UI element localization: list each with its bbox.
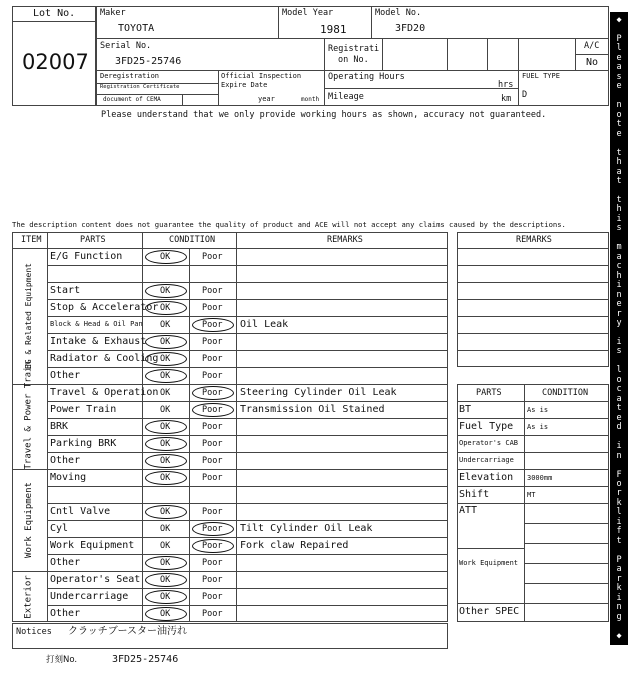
ok-selected-circle — [145, 607, 187, 621]
ok-selected-circle — [145, 250, 187, 264]
poor-selected-circle — [192, 522, 234, 536]
sidebar-char: i — [616, 516, 622, 527]
spec-row-line — [457, 486, 609, 487]
spec-other-line — [457, 603, 524, 604]
sidebar-char: ◆ — [616, 630, 622, 641]
reg-cert-label: Registration Certificate — [100, 84, 180, 90]
group-divider — [12, 384, 448, 385]
sidebar-char: t — [616, 535, 622, 546]
spec-att-subrow — [524, 543, 609, 544]
ok-selected-circle — [145, 284, 187, 298]
sidebar-char: k — [616, 583, 622, 594]
part-label: Cntl Valve — [50, 506, 111, 517]
location-sidebar — [610, 12, 628, 645]
row-line — [47, 520, 448, 521]
poor-option: Poor — [202, 421, 223, 432]
sidebar-char: l — [616, 365, 622, 376]
spec-att-subrow — [524, 563, 609, 564]
ok-selected-circle — [145, 369, 187, 383]
sidebar-char: t — [616, 403, 622, 414]
poor-selected-circle — [192, 403, 234, 417]
sidebar-char: a — [616, 166, 622, 177]
ok-selected-circle — [145, 437, 187, 451]
disclaimer: The description content does not guarantee the quality of product and ACE will not accept any claims caused by the descriptions. — [12, 220, 566, 229]
remark-text: Oil Leak — [240, 319, 289, 330]
spec-part: Operator's CAB — [459, 439, 519, 447]
poor-option: Poor — [202, 591, 223, 602]
ok-option: OK — [160, 523, 171, 534]
spec-part: BT — [459, 404, 472, 415]
poor-option: Poor — [202, 404, 223, 415]
row-line — [47, 401, 448, 402]
sidebar-char: y — [616, 318, 622, 329]
group-label: Travel & Power Train — [23, 360, 34, 469]
ok-selected-circle — [145, 420, 187, 434]
spec-row-line — [457, 452, 609, 453]
poor-option: Poor — [202, 540, 223, 551]
ok-option: OK — [160, 608, 171, 619]
group-label: Exterior — [23, 574, 34, 619]
remark-text: Tilt Cylinder Oil Leak — [240, 523, 373, 534]
model-no-label: Model No. — [375, 8, 422, 18]
sidebar-char: r — [616, 488, 622, 499]
sidebar-char: a — [616, 393, 622, 404]
row-line — [47, 418, 448, 419]
ok-option: OK — [160, 370, 171, 381]
remarks-right-row — [457, 248, 609, 249]
part-label: Other — [50, 608, 81, 619]
sidebar-char: a — [616, 251, 622, 262]
ac-label: A/C — [584, 41, 600, 51]
sidebar-char: n — [616, 289, 622, 300]
poor-option: Poor — [202, 319, 223, 330]
stamp-label: 打刻No. — [46, 655, 78, 665]
ok-option: OK — [160, 387, 171, 398]
row-line — [47, 605, 448, 606]
deregistration-label: Deregistration — [100, 72, 160, 80]
maker-label: Maker — [100, 8, 126, 18]
spec-att-subrow — [524, 603, 609, 604]
hours-note: Please understand that we only provide working hours as shown, accuracy not guaranteed. — [101, 110, 547, 120]
poor-option: Poor — [202, 353, 223, 364]
poor-option: Poor — [202, 472, 223, 483]
row-line — [47, 537, 448, 538]
sidebar-char: l — [616, 43, 622, 54]
ok-option: OK — [160, 421, 171, 432]
part-label: Operator's Seat — [50, 574, 141, 585]
spec-parts-header: PARTS — [476, 388, 502, 398]
model-no-value: 3FD20 — [395, 23, 426, 34]
poor-selected-circle — [192, 539, 234, 553]
ok-selected-circle — [145, 556, 187, 570]
row-line — [47, 299, 448, 300]
item-header: ITEM — [21, 235, 42, 245]
lot-number: 02007 — [22, 50, 89, 74]
model-year-label: Model Year — [282, 8, 334, 18]
sidebar-char: i — [616, 441, 622, 452]
spec-value: As is — [527, 423, 549, 431]
sidebar-char: P — [616, 33, 622, 44]
sidebar-char: s — [616, 223, 622, 234]
ok-option: OK — [160, 557, 171, 568]
ok-selected-circle — [145, 301, 187, 315]
spec-part: Shift — [459, 489, 490, 500]
ok-selected-circle — [145, 573, 187, 587]
ok-option: OK — [160, 353, 171, 364]
poor-option: Poor — [202, 608, 223, 619]
row-line — [47, 350, 448, 351]
row-line — [47, 486, 448, 487]
parts-header: PARTS — [80, 235, 106, 245]
year-label: year — [258, 95, 275, 103]
sidebar-char: t — [616, 194, 622, 205]
part-label: Radiator & Cooling — [50, 353, 159, 364]
sidebar-char: t — [616, 175, 622, 186]
poor-option: Poor — [202, 574, 223, 585]
sidebar-char: o — [616, 479, 622, 489]
ok-option: OK — [160, 574, 171, 585]
table-column-line — [47, 232, 48, 622]
ok-selected-circle — [145, 335, 187, 349]
group-divider — [12, 469, 448, 470]
spec-value: As is — [527, 406, 549, 414]
spec-att-subrow — [524, 523, 609, 524]
spec-att-subrow — [524, 583, 609, 584]
part-label: Other — [50, 370, 81, 381]
sidebar-char: l — [616, 507, 622, 518]
sidebar-char: s — [616, 71, 622, 82]
ok-option: OK — [160, 472, 171, 483]
sidebar-char: e — [616, 81, 622, 92]
ok-option: OK — [160, 591, 171, 602]
stamp-value: 3FD25-25746 — [112, 654, 179, 665]
km-unit: km — [501, 94, 512, 104]
row-line — [47, 316, 448, 317]
ok-option: OK — [160, 438, 171, 449]
ok-selected-circle — [145, 505, 187, 519]
table-column-line — [142, 232, 143, 622]
table-header-line — [12, 248, 448, 249]
hours-label: Operating Hours — [328, 72, 405, 82]
remarks-right-row — [457, 316, 609, 317]
spec-row-line — [457, 418, 609, 419]
sidebar-char: e — [616, 412, 622, 423]
part-label: Parking BRK — [50, 438, 117, 449]
row-line — [47, 554, 448, 555]
poor-option: Poor — [202, 438, 223, 449]
lot-label: Lot No. — [33, 8, 76, 19]
row-line — [47, 503, 448, 504]
sidebar-char: i — [616, 592, 622, 603]
spec-row-line — [457, 435, 609, 436]
sidebar-char: e — [616, 52, 622, 63]
sidebar-char: k — [616, 497, 622, 508]
sidebar-char: t — [616, 119, 622, 130]
sidebar-char: ◆ — [616, 15, 622, 25]
sidebar-char: a — [616, 564, 622, 575]
ok-selected-circle — [145, 352, 187, 366]
remarks-right-row — [457, 333, 609, 334]
remarks-header: REMARKS — [327, 235, 363, 245]
remark-text: Fork claw Repaired — [240, 540, 349, 551]
spec-work-label: Work Equipment — [459, 559, 519, 567]
mileage-label: Mileage — [328, 92, 364, 102]
row-line — [47, 282, 448, 283]
sidebar-char: r — [616, 308, 622, 319]
sidebar-char: o — [616, 109, 622, 120]
ok-option: OK — [160, 336, 171, 347]
registration-label: Registrati — [328, 44, 380, 54]
sidebar-char: t — [616, 147, 622, 158]
spec-condition-header: CONDITION — [542, 388, 589, 398]
sidebar-char: o — [616, 374, 622, 385]
spec-att-label: ATT — [459, 505, 478, 516]
registration-label-2: on No. — [338, 55, 369, 65]
poor-option: Poor — [202, 336, 223, 347]
poor-selected-circle — [192, 386, 234, 400]
poor-option: Poor — [202, 455, 223, 466]
sidebar-char: c — [616, 261, 622, 272]
sidebar-char: P — [616, 554, 622, 565]
sidebar-char: F — [616, 469, 622, 480]
sidebar-char: d — [616, 422, 622, 433]
sidebar-char: c — [616, 384, 622, 395]
fuel-value: D — [522, 90, 528, 100]
poor-option: Poor — [202, 557, 223, 568]
sidebar-char: n — [616, 602, 622, 613]
part-label: Intake & Exhaust — [50, 336, 147, 347]
sidebar-char: a — [616, 62, 622, 73]
sidebar-char: e — [616, 128, 622, 139]
remarks-right-row — [457, 282, 609, 283]
row-line — [47, 452, 448, 453]
model-year-value: 1981 — [320, 23, 347, 36]
sidebar-char: h — [616, 270, 622, 281]
group-divider — [12, 571, 448, 572]
spec-value: 3000mm — [527, 474, 553, 482]
sidebar-char: f — [616, 526, 622, 537]
row-line — [47, 367, 448, 368]
sidebar-char: h — [616, 204, 622, 215]
ok-option: OK — [160, 302, 171, 313]
condition-header: CONDITION — [169, 235, 216, 245]
spec-other-label: Other SPEC — [459, 606, 520, 617]
remarks-right-row — [457, 299, 609, 300]
fuel-label: FUEL TYPE — [522, 72, 560, 80]
inspection-label: Official Inspection — [221, 72, 302, 80]
group-label: EG & Related Equipment — [23, 263, 33, 369]
part-label: BRK — [50, 421, 69, 432]
part-label: Other — [50, 557, 81, 568]
sidebar-char: i — [616, 336, 622, 347]
ok-option: OK — [160, 319, 171, 330]
remarks-right-row — [457, 265, 609, 266]
ok-option: OK — [160, 455, 171, 466]
ok-option: OK — [160, 285, 171, 296]
group-label: Work Equipment — [23, 482, 34, 558]
inspection-label-2: Expire Date — [221, 81, 268, 89]
part-label: Undercarriage — [50, 591, 129, 602]
row-line — [47, 435, 448, 436]
ok-selected-circle — [145, 590, 187, 604]
poor-selected-circle — [192, 318, 234, 332]
hrs-unit: hrs — [498, 80, 514, 90]
spec-part: Elevation — [459, 472, 514, 483]
cema-label: document of CEMA — [103, 96, 161, 103]
spec-part: Undercarriage — [459, 456, 514, 464]
row-line — [47, 333, 448, 334]
notices-value: クラッチブースター油汚れ — [68, 626, 187, 637]
spec-header-line — [457, 401, 609, 402]
spec-value: MT — [527, 491, 536, 499]
poor-option: Poor — [202, 370, 223, 381]
part-label: Moving — [50, 472, 87, 483]
ok-option: OK — [160, 404, 171, 415]
ok-option: OK — [160, 506, 171, 517]
sidebar-char: g — [616, 611, 622, 622]
sidebar-char: e — [616, 299, 622, 310]
serial-value: 3FD25-25746 — [115, 56, 182, 67]
ok-selected-circle — [145, 454, 187, 468]
sidebar-char: s — [616, 346, 622, 357]
sidebar-char: n — [616, 100, 622, 111]
remark-text: Steering Cylinder Oil Leak — [240, 387, 397, 398]
part-label: Travel & Operation — [50, 387, 159, 398]
remarks-right-header: REMARKS — [516, 235, 552, 245]
maker-value: TOYOTA — [118, 23, 155, 34]
ok-selected-circle — [145, 471, 187, 485]
poor-option: Poor — [202, 251, 223, 262]
remark-text: Transmission Oil Stained — [240, 404, 385, 415]
part-label: Start — [50, 285, 81, 296]
notices-label: Notices — [16, 627, 52, 637]
poor-option: Poor — [202, 285, 223, 296]
part-label: Other — [50, 455, 81, 466]
sidebar-char: n — [616, 450, 622, 461]
spec-att-line — [457, 503, 609, 504]
sidebar-char: h — [616, 157, 622, 168]
sidebar-char: r — [616, 573, 622, 584]
part-label: Work Equipment — [50, 540, 135, 551]
ok-option: OK — [160, 540, 171, 551]
part-label: Cyl — [50, 523, 69, 534]
part-label: Block & Head & Oil Pan — [50, 320, 143, 328]
row-line — [47, 588, 448, 589]
spec-part: Fuel Type — [459, 421, 514, 432]
part-label: Stop & Accelerator — [50, 302, 159, 313]
poor-option: Poor — [202, 523, 223, 534]
ac-value: No — [586, 57, 599, 68]
serial-label: Serial No. — [100, 41, 152, 51]
month-label: month — [301, 96, 320, 103]
poor-option: Poor — [202, 387, 223, 398]
spec-work-line — [457, 548, 524, 549]
row-line — [47, 265, 448, 266]
spec-row-line — [457, 469, 609, 470]
poor-option: Poor — [202, 506, 223, 517]
sidebar-char: m — [616, 242, 622, 253]
sidebar-char: i — [616, 213, 622, 224]
part-label: E/G Function — [50, 251, 123, 262]
ok-option: OK — [160, 251, 171, 262]
sidebar-char: i — [616, 280, 622, 291]
remarks-right-row — [457, 350, 609, 351]
part-label: Power Train — [50, 404, 117, 415]
table-column-line — [236, 232, 237, 622]
poor-option: Poor — [202, 302, 223, 313]
